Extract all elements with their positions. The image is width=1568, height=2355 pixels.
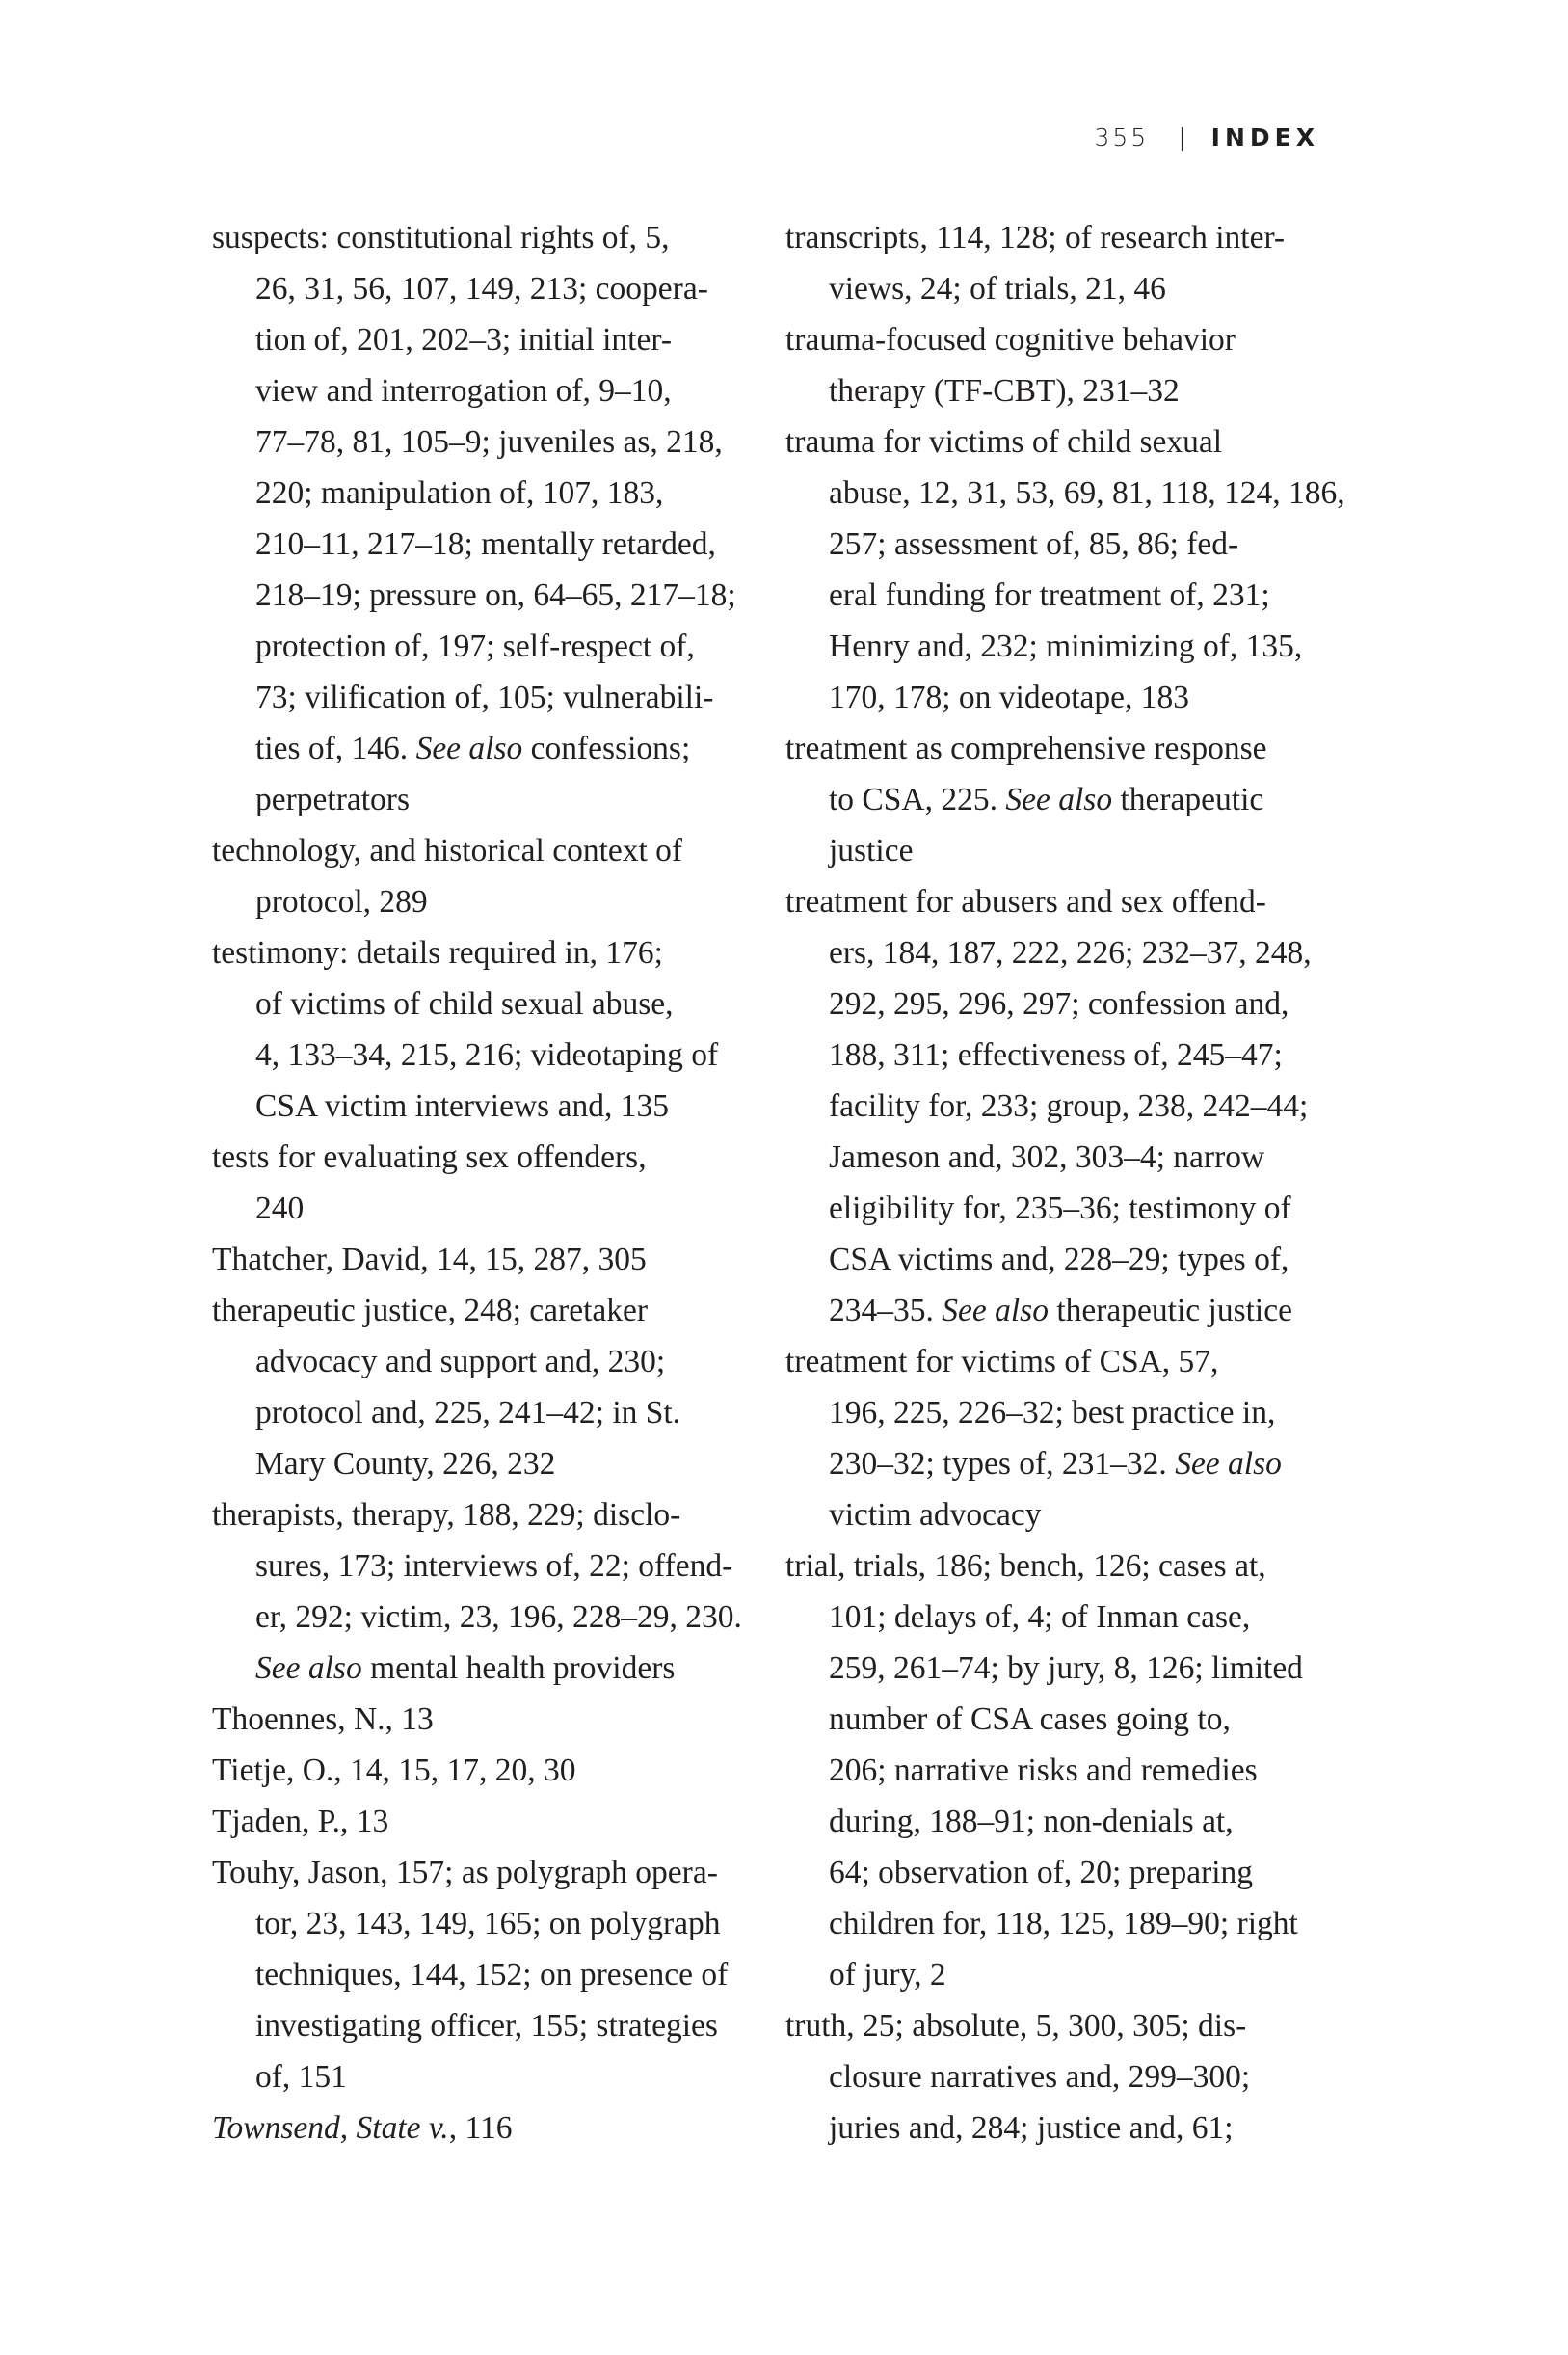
italic-text: Townsend, State v. [212, 2110, 449, 2146]
entry-text: ties of, 146. [255, 731, 416, 766]
entry-text: 259, 261–74; by jury, 8, 126; limited [829, 1650, 1303, 1686]
entry-heading-line [212, 825, 771, 876]
entry-continuation-line [212, 365, 771, 416]
entry-text: protocol and, 225, 241–42; in St. [255, 1395, 681, 1431]
entry-text: 206; narrative risks and remedies [829, 1753, 1258, 1788]
entry-text: closure narratives and, 299–300; [829, 2059, 1251, 2095]
entry-text: protocol, 289 [255, 884, 428, 920]
entry-text: CSA victim interviews and, 135 [255, 1088, 669, 1124]
entry-heading-line [785, 1336, 1344, 1387]
index-entry [785, 1540, 1344, 2000]
page-number: 355 [1094, 122, 1150, 151]
italic-text: See also [1005, 782, 1113, 817]
entry-text: sures, 173; interviews of, 22; offend- [255, 1548, 733, 1584]
entry-text: 26, 31, 56, 107, 149, 213; coopera- [255, 271, 708, 307]
italic-text: See also [942, 1293, 1049, 1328]
entry-text: 234–35. [829, 1293, 943, 1328]
entry-continuation-line [785, 1081, 1344, 1132]
italic-text: See also [255, 1650, 362, 1686]
entry-heading-line [212, 1847, 771, 1898]
entry-text: trauma for victims of child sexual [785, 424, 1223, 460]
entry-text: therapeutic [1112, 782, 1264, 817]
entry-text: children for, 118, 125, 189–90; right [829, 1906, 1298, 1941]
entry-heading-line [212, 1694, 771, 1745]
entry-heading-line [212, 927, 771, 978]
entry-text: therapeutic justice [1048, 1293, 1292, 1328]
entry-text: protection of, 197; self-respect of, [255, 629, 695, 664]
entry-text: of, 151 [255, 2059, 347, 2095]
entry-continuation-line [785, 1847, 1344, 1898]
entry-text: 77–78, 81, 105–9; juveniles as, 218, [255, 424, 723, 460]
entry-text: view and interrogation of, 9–10, [255, 373, 672, 409]
entry-continuation-line [785, 468, 1344, 519]
entry-continuation-line [785, 2051, 1344, 2102]
entry-continuation-line [212, 314, 771, 365]
entry-text: mental health providers [361, 1650, 676, 1686]
entry-text: number of CSA cases going to, [829, 1701, 1231, 1737]
entry-continuation-line [212, 263, 771, 314]
entry-text: testimony: details required in, 176; [212, 935, 663, 971]
entry-continuation-line [785, 365, 1344, 416]
entry-heading-line [212, 1132, 771, 1183]
entry-continuation-line [212, 1643, 771, 1694]
entry-heading-line [785, 723, 1344, 774]
entry-continuation-line [212, 978, 771, 1030]
entry-continuation-line [212, 1438, 771, 1489]
entry-heading-line [785, 314, 1344, 365]
index-entry [785, 723, 1344, 876]
entry-continuation-line [212, 1336, 771, 1387]
entry-heading-line [212, 1489, 771, 1540]
entry-continuation-line [785, 621, 1344, 672]
entry-continuation-line [785, 1643, 1344, 1694]
index-entry [212, 825, 771, 927]
entry-continuation-line [212, 519, 771, 570]
entry-continuation-line [212, 723, 771, 774]
entry-text: 188, 311; effectiveness of, 245–47; [829, 1037, 1283, 1073]
entry-continuation-line [785, 1387, 1344, 1438]
index-entry [212, 927, 771, 1132]
entry-text: treatment for victims of CSA, 57, [785, 1344, 1219, 1379]
entry-continuation-line [785, 2102, 1344, 2154]
entry-text: of jury, 2 [829, 1957, 946, 1993]
entry-continuation-line [785, 519, 1344, 570]
entry-text: Thoennes, N., 13 [212, 1701, 434, 1737]
entry-continuation-line [785, 774, 1344, 825]
entry-continuation-line [212, 468, 771, 519]
entry-continuation-line [785, 927, 1344, 978]
entry-text: juries and, 284; justice and, 61; [829, 2110, 1234, 2146]
entry-continuation-line [212, 1949, 771, 2000]
entry-text: suspects: constitutional rights of, 5, [212, 220, 670, 255]
entry-continuation-line [212, 1183, 771, 1234]
index-entry [785, 314, 1344, 416]
entry-text: Mary County, 226, 232 [255, 1446, 556, 1482]
entry-continuation-line [785, 1030, 1344, 1081]
index-entry [785, 416, 1344, 723]
entry-continuation-line [212, 1030, 771, 1081]
index-entry [212, 212, 771, 825]
italic-text: See also [415, 731, 523, 766]
entry-continuation-line [785, 263, 1344, 314]
entry-heading-line [212, 1745, 771, 1796]
index-entry [212, 1694, 771, 1745]
entry-text: therapists, therapy, 188, 229; disclo- [212, 1497, 681, 1533]
entry-continuation-line [212, 1898, 771, 1949]
entry-continuation-line [785, 1438, 1344, 1489]
index-entry [212, 1234, 771, 1285]
entry-continuation-line [785, 1796, 1344, 1847]
index-column-left [212, 212, 771, 2154]
entry-text: tion of, 201, 202–3; initial inter- [255, 322, 672, 358]
entry-text: therapeutic justice, 248; caretaker [212, 1293, 649, 1328]
entry-text: abuse, 12, 31, 53, 69, 81, 118, 124, 186, [829, 475, 1345, 511]
entry-text: eral funding for treatment of, 231; [829, 577, 1270, 613]
index-entry [212, 1847, 771, 2102]
entry-text: 240 [255, 1191, 305, 1226]
entry-text: facility for, 233; group, 238, 242–44; [829, 1088, 1309, 1124]
entry-text: Jameson and, 302, 303–4; narrow [829, 1139, 1265, 1175]
entry-text: truth, 25; absolute, 5, 300, 305; dis- [785, 2008, 1247, 2044]
entry-text: trauma-focused cognitive behavior [785, 322, 1236, 358]
entry-text: views, 24; of trials, 21, 46 [829, 271, 1166, 307]
entry-text: therapy (TF-CBT), 231–32 [829, 373, 1180, 409]
entry-text: perpetrators [255, 782, 410, 817]
entry-text: tests for evaluating sex offenders, [212, 1139, 647, 1175]
entry-continuation-line [785, 1592, 1344, 1643]
entry-text: to CSA, 225. [829, 782, 1006, 817]
entry-text: 257; assessment of, 85, 86; fed- [829, 526, 1239, 562]
entry-text: 73; vilification of, 105; vulnerabili- [255, 680, 714, 715]
entry-text: victim advocacy [829, 1497, 1042, 1533]
entry-text: ers, 184, 187, 222, 226; 232–37, 248, [829, 935, 1312, 971]
index-entry [785, 212, 1344, 314]
index-entry [212, 2102, 771, 2154]
entry-heading-line [212, 2102, 771, 2154]
index-column-right [785, 212, 1344, 2154]
entry-continuation-line [785, 1694, 1344, 1745]
section-title: INDEX [1210, 122, 1319, 151]
entry-text: advocacy and support and, 230; [255, 1344, 666, 1379]
entry-text: tor, 23, 143, 149, 165; on polygraph [255, 1906, 721, 1941]
entry-text: justice [829, 833, 914, 869]
entry-continuation-line [212, 2051, 771, 2102]
entry-heading-line [785, 212, 1344, 263]
entry-text: eligibility for, 235–36; testimony of [829, 1191, 1291, 1226]
entry-text: trial, trials, 186; bench, 126; cases at, [785, 1548, 1266, 1584]
entry-text: 101; delays of, 4; of Inman case, [829, 1599, 1251, 1635]
entry-continuation-line [212, 2000, 771, 2051]
entry-continuation-line [212, 1592, 771, 1643]
entry-text: technology, and historical context of [212, 833, 683, 869]
entry-text: 196, 225, 226–32; best practice in, [829, 1395, 1276, 1431]
entry-heading-line [212, 1234, 771, 1285]
entry-continuation-line [785, 1489, 1344, 1540]
entry-text: Touhy, Jason, 157; as polygraph opera- [212, 1855, 718, 1890]
entry-heading-line [212, 1285, 771, 1336]
entry-heading-line [212, 212, 771, 263]
entry-text: treatment as comprehensive response [785, 731, 1267, 766]
index-entry [212, 1489, 771, 1694]
entry-text: , 116 [448, 2110, 513, 2146]
entry-text: of victims of child sexual abuse, [255, 986, 674, 1022]
entry-text: during, 188–91; non-denials at, [829, 1804, 1234, 1839]
entry-continuation-line [212, 621, 771, 672]
entry-text: 230–32; types of, 231–32. [829, 1446, 1176, 1482]
entry-heading-line [212, 1796, 771, 1847]
entry-heading-line [785, 2000, 1344, 2051]
entry-continuation-line [785, 1132, 1344, 1183]
italic-text: See also [1175, 1446, 1282, 1482]
index-entry [212, 1745, 771, 1796]
entry-continuation-line [212, 774, 771, 825]
index-entry [212, 1285, 771, 1489]
entry-heading-line [785, 876, 1344, 927]
entry-continuation-line [212, 1387, 771, 1438]
entry-text: techniques, 144, 152; on presence of [255, 1957, 729, 1993]
entry-text: 4, 133–34, 215, 216; videotaping of [255, 1037, 719, 1073]
entry-text: Thatcher, David, 14, 15, 287, 305 [212, 1242, 647, 1277]
entry-continuation-line [785, 1285, 1344, 1336]
entry-continuation-line [785, 672, 1344, 723]
index-entry [785, 1336, 1344, 1540]
entry-text: investigating officer, 155; strategies [255, 2008, 718, 2044]
index-entry [785, 876, 1344, 1336]
entry-continuation-line [212, 570, 771, 621]
entry-text: treatment for abusers and sex offend- [785, 884, 1266, 920]
index-entry [212, 1132, 771, 1234]
entry-continuation-line [785, 1183, 1344, 1234]
header-separator: | [1178, 122, 1186, 151]
entry-text: confessions; [522, 731, 691, 766]
entry-continuation-line [212, 672, 771, 723]
entry-continuation-line [212, 876, 771, 927]
entry-text: 210–11, 217–18; mentally retarded, [255, 526, 716, 562]
entry-continuation-line [785, 570, 1344, 621]
entry-text: 218–19; pressure on, 64–65, 217–18; [255, 577, 736, 613]
entry-heading-line [785, 1540, 1344, 1592]
entry-text: Tjaden, P., 13 [212, 1804, 389, 1839]
index-entry [785, 2000, 1344, 2154]
entry-continuation-line [785, 1745, 1344, 1796]
entry-text: Henry and, 232; minimizing of, 135, [829, 629, 1303, 664]
entry-continuation-line [785, 1949, 1344, 2000]
entry-text: 170, 178; on videotape, 183 [829, 680, 1190, 715]
index-entry [212, 1796, 771, 1847]
running-head [1095, 118, 1320, 156]
entry-continuation-line [785, 978, 1344, 1030]
entry-continuation-line [212, 1540, 771, 1592]
entry-continuation-line [785, 1898, 1344, 1949]
entry-text: transcripts, 114, 128; of research inter- [785, 220, 1286, 255]
entry-continuation-line [212, 416, 771, 468]
entry-text: 292, 295, 296, 297; confession and, [829, 986, 1289, 1022]
entry-heading-line [785, 416, 1344, 468]
entry-text: 220; manipulation of, 107, 183, [255, 475, 664, 511]
entry-continuation-line [785, 825, 1344, 876]
entry-text: CSA victims and, 228–29; types of, [829, 1242, 1289, 1277]
entry-continuation-line [785, 1234, 1344, 1285]
entry-continuation-line [212, 1081, 771, 1132]
entry-text: Tietje, O., 14, 15, 17, 20, 30 [212, 1753, 576, 1788]
entry-text: 64; observation of, 20; preparing [829, 1855, 1254, 1890]
entry-text: er, 292; victim, 23, 196, 228–29, 230. [255, 1599, 742, 1635]
